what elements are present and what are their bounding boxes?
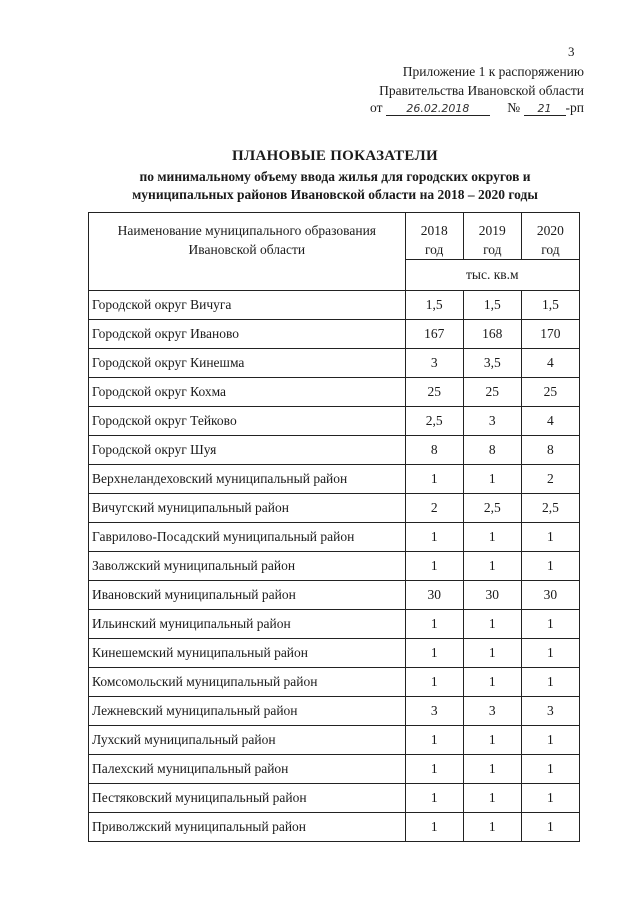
row-value-2018: 3 [405,697,463,726]
row-value-2018: 1 [405,668,463,697]
row-name-cell: Лухский муниципальный район [89,726,406,755]
row-value-2018: 2,5 [405,407,463,436]
table-row [89,726,580,755]
row-name-cell: Городской округ Кинешма [89,349,406,378]
row-name-cell: Верхнеландеховский муниципальный район [89,465,406,494]
row-name-cell: Лежневский муниципальный район [89,697,406,726]
row-value-2018: 1 [405,726,463,755]
row-value-2019: 1 [463,668,521,697]
document-title: ПЛАНОВЫЕ ПОКАЗАТЕЛИ [232,148,438,164]
row-name-cell: Комсомольский муниципальный район [89,668,406,697]
row-value-2019: 3,5 [463,349,521,378]
header-year-value: 2020 [536,223,564,238]
table-row [89,378,580,407]
row-value-2019: 1 [463,784,521,813]
header-year-2020 [521,213,579,260]
row-value-2018: 1 [405,610,463,639]
table-row [89,349,580,378]
document-subtitle-1: по минимальному объему ввода жилья для городских округов и [139,169,531,184]
row-name-cell: Городской округ Кохма [89,378,406,407]
appendix-line-2: Правительства Ивановской области [379,83,584,98]
page-number: 3 [568,44,575,59]
row-name-cell: Городской округ Тейково [89,407,406,436]
row-value-2018: 3 [405,349,463,378]
row-name-cell: Городской округ Вичуга [89,291,406,320]
row-value-2020: 1 [521,610,579,639]
table-row [89,784,580,813]
appendix-line-1: Приложение 1 к распоряжению [402,64,584,79]
header-name-line-1: Наименование муниципального образования [117,223,377,238]
table-row [89,581,580,610]
table-row [89,407,580,436]
appendix-date-line [370,100,584,116]
indicators-table [88,212,580,842]
handwritten-date: 26.02.2018 [386,103,490,116]
row-value-2020: 1 [521,523,579,552]
header-year-2018 [405,213,463,260]
number-sign: № [507,100,521,115]
header-year-label: год [541,242,560,257]
title-block [80,146,590,204]
row-value-2020: 2 [521,465,579,494]
table-row [89,436,580,465]
row-value-2018: 2 [405,494,463,523]
row-name-cell: Гаврилово-Посадский муниципальный район [89,523,406,552]
row-value-2020: 1 [521,784,579,813]
row-name-cell: Ивановский муниципальный район [89,581,406,610]
table-row [89,523,580,552]
row-name-cell: Приволжский муниципальный район [89,813,406,842]
row-value-2018: 1 [405,784,463,813]
row-name-cell: Кинешемский муниципальный район [89,639,406,668]
row-value-2019: 1 [463,639,521,668]
row-value-2020: 170 [521,320,579,349]
row-value-2018: 1 [405,813,463,842]
header-year-value: 2018 [420,223,448,238]
row-value-2019: 30 [463,581,521,610]
table-row [89,465,580,494]
row-value-2020: 8 [521,436,579,465]
row-value-2020: 1 [521,813,579,842]
header-year-label: год [424,242,444,257]
row-value-2020: 3 [521,697,579,726]
header-year-value: 2019 [478,223,506,238]
row-value-2020: 1 [521,755,579,784]
table-row [89,668,580,697]
table-body [89,291,580,842]
header-name-cell [89,213,406,291]
row-name-cell: Городской округ Шуя [89,436,406,465]
row-value-2020: 1 [521,668,579,697]
row-value-2018: 1 [405,552,463,581]
table-row [89,494,580,523]
row-value-2019: 1 [463,610,521,639]
table-row [89,552,580,581]
row-value-2018: 167 [405,320,463,349]
document-subtitle-2: муниципальных районов Ивановской области на 2018 – 2020 годы [132,187,538,202]
table-row [89,610,580,639]
unit-cell: тыс. кв.м [405,260,579,291]
row-value-2020: 2,5 [521,494,579,523]
row-value-2019: 2,5 [463,494,521,523]
appendix-block [379,62,584,100]
row-name-cell: Вичугский муниципальный район [89,494,406,523]
row-value-2019: 168 [463,320,521,349]
table-row [89,320,580,349]
row-value-2020: 1,5 [521,291,579,320]
row-value-2019: 1 [463,552,521,581]
table-header-row [89,213,580,260]
row-value-2018: 1,5 [405,291,463,320]
row-value-2019: 1 [463,755,521,784]
row-value-2020: 4 [521,407,579,436]
row-value-2019: 1 [463,523,521,552]
table-row [89,639,580,668]
from-label: от [370,100,383,115]
row-value-2019: 8 [463,436,521,465]
row-value-2019: 1 [463,726,521,755]
header-year-label: год [483,242,502,257]
row-value-2019: 1 [463,813,521,842]
row-name-cell: Ильинский муниципальный район [89,610,406,639]
row-name-cell: Заволжский муниципальный район [89,552,406,581]
row-value-2018: 1 [405,755,463,784]
table-row [89,813,580,842]
row-value-2019: 3 [463,697,521,726]
row-value-2019: 3 [463,407,521,436]
row-value-2018: 1 [405,639,463,668]
row-value-2018: 25 [405,378,463,407]
row-value-2018: 30 [405,581,463,610]
row-value-2018: 8 [405,436,463,465]
handwritten-number: 21 [524,103,566,116]
row-value-2018: 1 [405,523,463,552]
row-name-cell: Палехский муниципальный район [89,755,406,784]
row-value-2020: 1 [521,639,579,668]
row-value-2020: 4 [521,349,579,378]
row-name-cell: Пестяковский муниципальный район [89,784,406,813]
header-name-line-2: Ивановской области [188,242,306,257]
number-suffix: -рп [565,100,584,115]
row-value-2019: 1,5 [463,291,521,320]
table-row [89,291,580,320]
row-value-2020: 1 [521,552,579,581]
row-value-2020: 1 [521,726,579,755]
row-value-2019: 1 [463,465,521,494]
row-value-2020: 25 [521,378,579,407]
row-value-2018: 1 [405,465,463,494]
row-value-2019: 25 [463,378,521,407]
row-name-cell: Городской округ Иваново [89,320,406,349]
header-year-2019 [463,213,521,260]
row-value-2020: 30 [521,581,579,610]
table-row [89,697,580,726]
table-row [89,755,580,784]
